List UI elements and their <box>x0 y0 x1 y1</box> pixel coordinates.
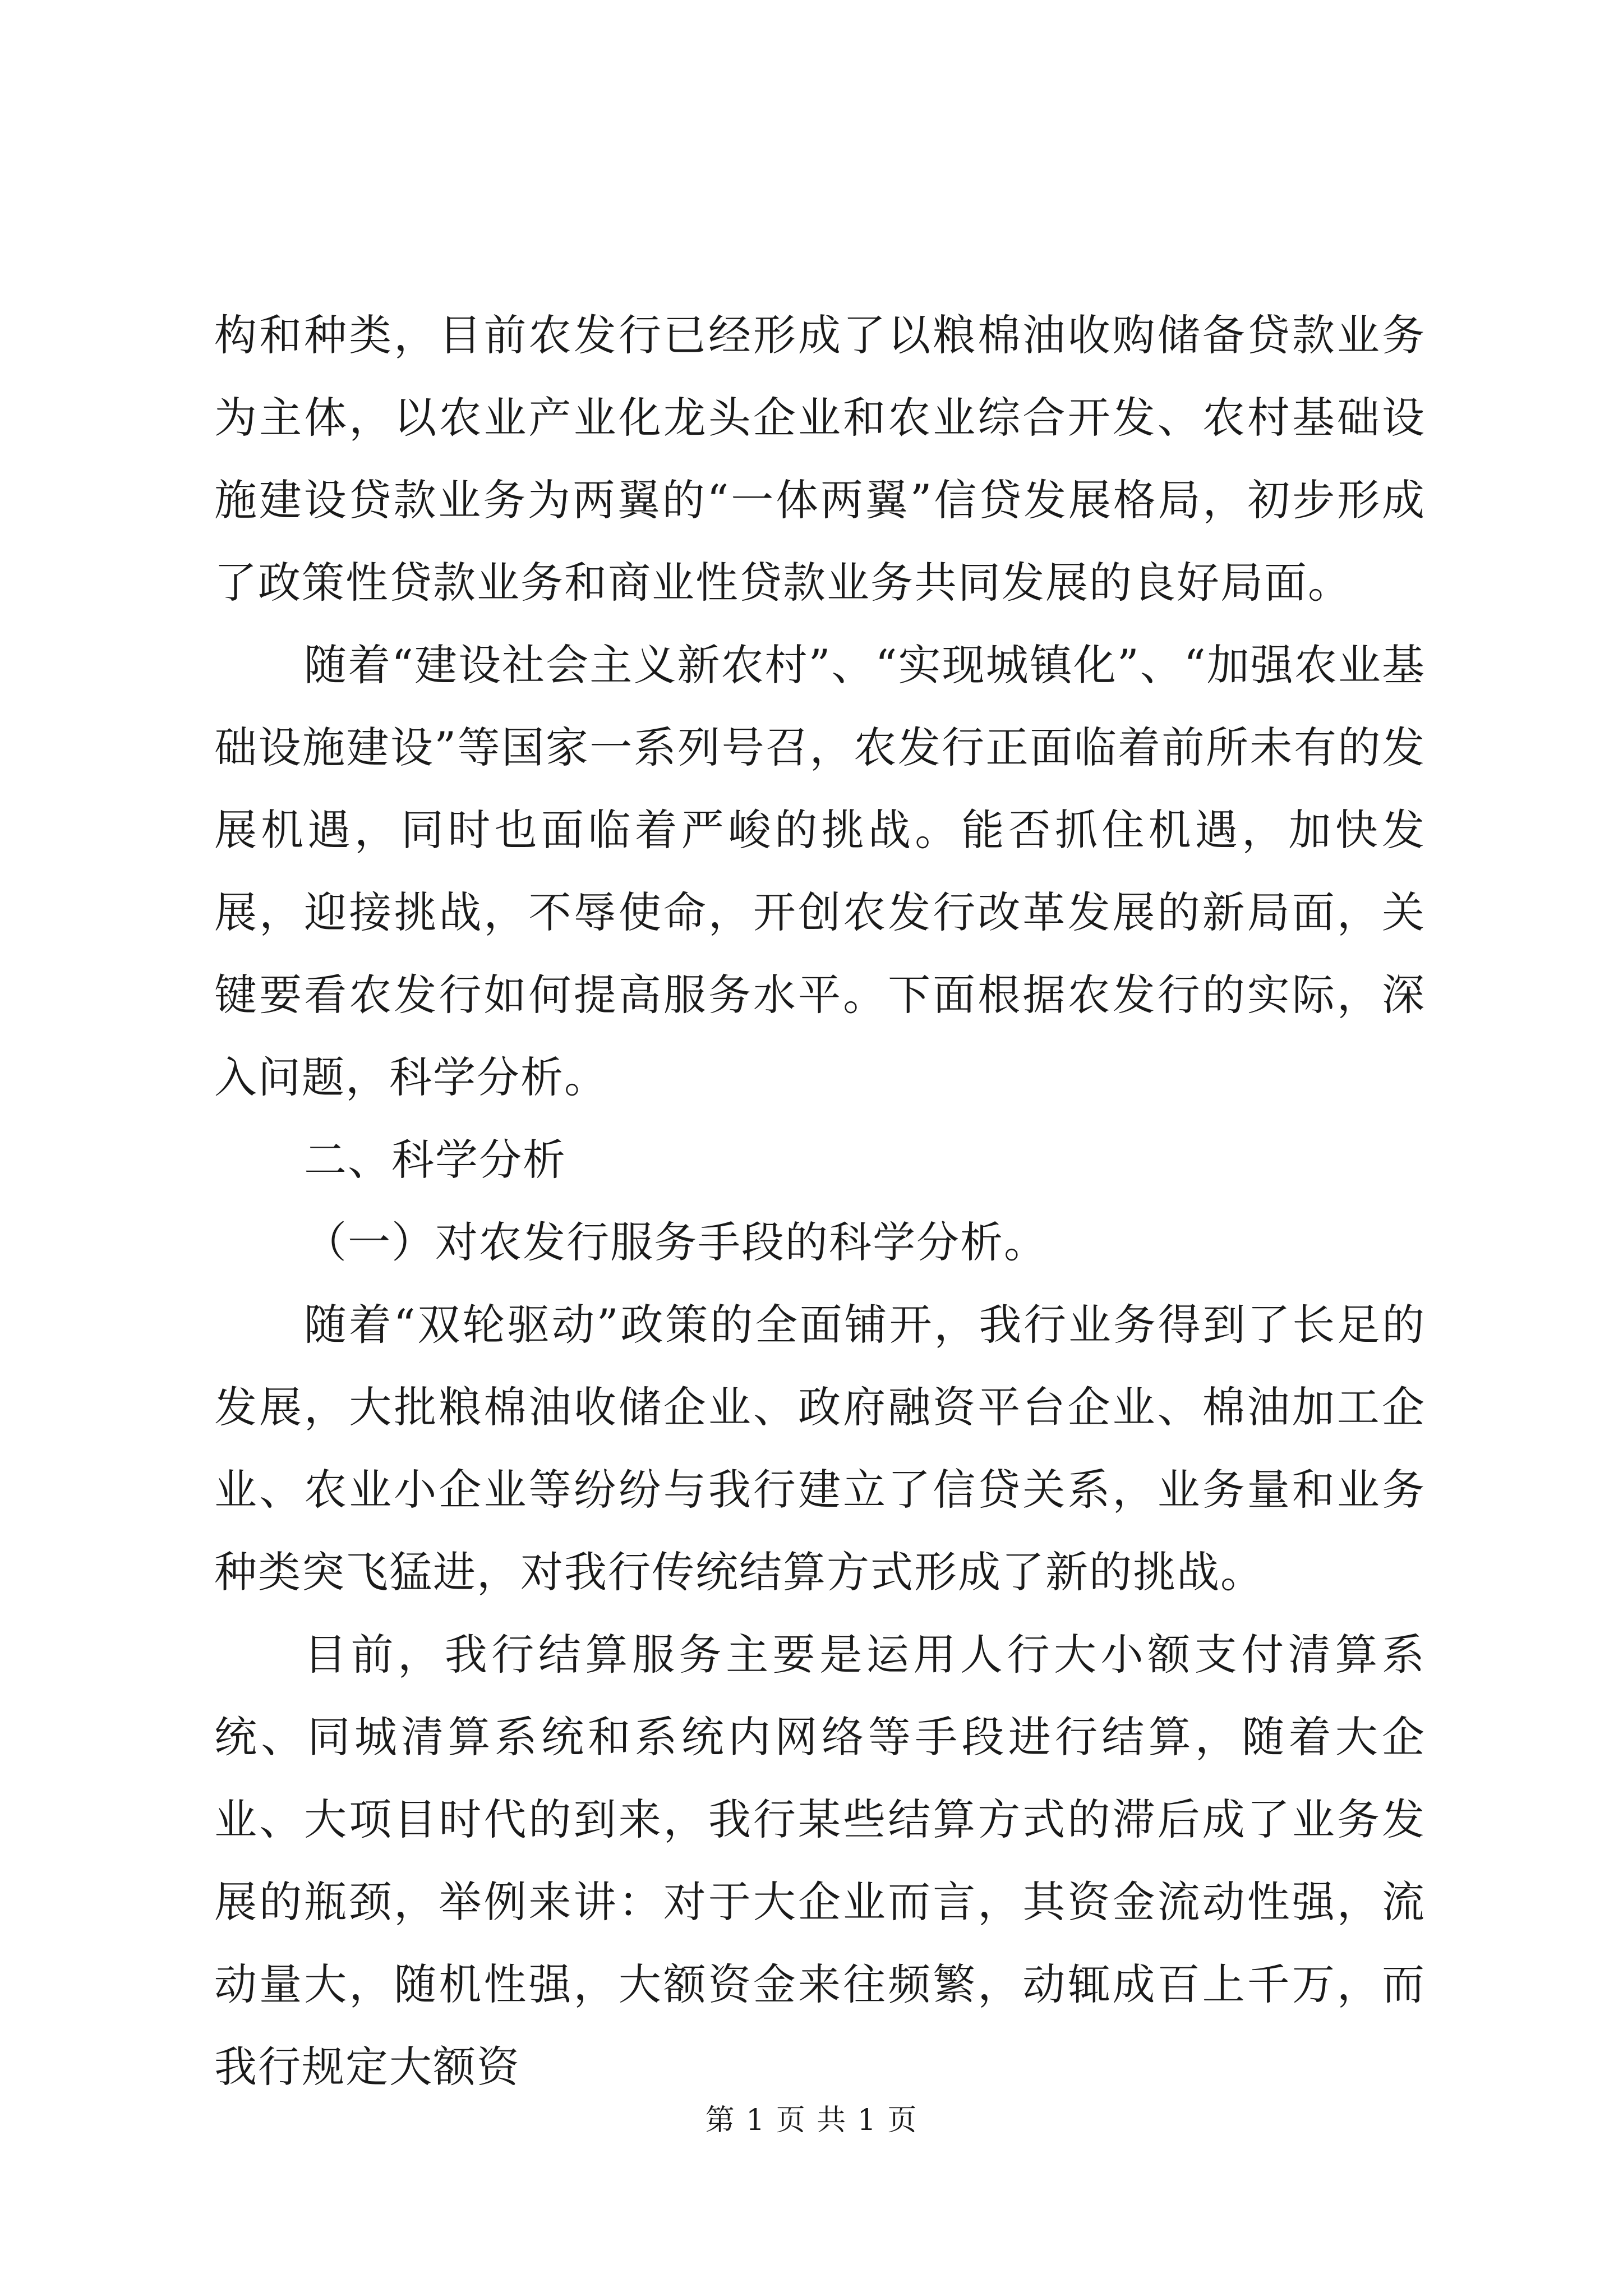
paragraph-service-means: 随着“双轮驱动”政策的全面铺开，我行业务得到了长足的发展，大批粮棉油收储企业、政府融资平台企业、棉油加工企业、农业小企业等纷纷与我行建立了信贷关系，业务量和业务种类突飞猛进，对我行传统结算方式形成了新的挑战。 <box>214 1300 1426 1597</box>
document-body <box>214 294 1426 2108</box>
page-number-footer: 第 1 页 共 1 页 <box>705 2104 918 2137</box>
subsection-heading: （一）对农发行服务手段的科学分析。 <box>304 1217 1048 1267</box>
section-heading: 二、科学分析 <box>304 1135 566 1185</box>
paragraph-continuation: 构和种类，目前农发行已经形成了以粮棉油收购储备贷款业务为主体，以农业产业化龙头企业和农业综合开发、农村基础设施建设贷款业务为两翼的“一体两翼”信贷发展格局，初步形成了政策性贷款业务和商业性贷款业务共同发展的良好局面。 <box>214 310 1426 608</box>
paragraph-settlement: 目前，我行结算服务主要是运用人行大小额支付清算系统、同城清算系统和系统内网络等手段进行结算，随着大企业、大项目时代的到来，我行某些结算方式的滞后成了业务发展的瓶颈，举例来讲：对于大企业而言，其资金流动性强，流动量大，随机性强，大额资金来往频繁，动辄成百上千万，而我行规定大额资 <box>214 1630 1426 2092</box>
paragraph-background: 随着“建设社会主义新农村”、“实现城镇化”、“加强农业基础设施建设”等国家一系列号召，农发行正面临着前所未有的发展机遇，同时也面临着严峻的挑战。能否抓住机遇，加快发展，迎接挑战，不辱使命，开创农发行改革发展的新局面，关键要看农发行如何提高服务水平。下面根据农发行的实际，深入问题，科学分析。 <box>214 640 1426 1102</box>
